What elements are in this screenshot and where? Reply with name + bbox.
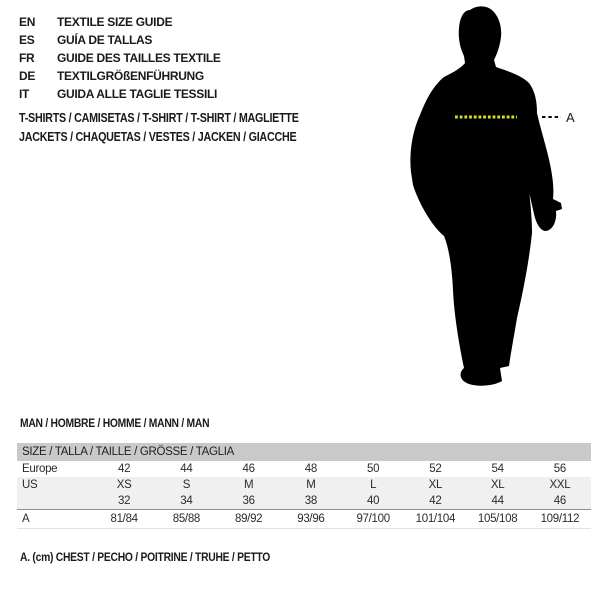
language-code: FR [19,51,35,65]
language-code: ES [19,33,35,47]
size-cell: 54 [491,463,504,475]
size-cell: L [370,479,377,491]
size-cell: 40 [367,495,380,507]
footnote-text: A. (cm) CHEST / PECHO / POITRINE / TRUHE / PETTO [20,550,271,564]
size-cell: S [182,479,191,491]
size-cell: 81/84 [110,513,138,525]
size-cell: M [306,479,316,491]
size-cell: 36 [242,495,255,507]
size-cell: 105/108 [477,513,518,525]
size-cell: 48 [304,463,317,475]
size-cell: 46 [242,463,255,475]
size-table [17,443,591,529]
size-cell: 46 [553,495,566,507]
size-cell: 93/96 [297,513,325,525]
table-row-europe [17,461,591,477]
size-cell: 109/112 [540,513,580,525]
category-line-tshirts [19,109,344,128]
language-row-fr [19,49,221,67]
size-cell: 32 [118,495,131,507]
size-cell: 44 [180,463,193,475]
size-cell: 34 [180,495,193,507]
language-row-es [19,31,221,49]
language-title: GUÍA DE TALLAS [57,33,153,47]
size-cell: XS [116,479,132,491]
table-row-chest-a [17,510,591,529]
size-table-header-row [17,443,591,461]
language-title: GUIDE DES TAILLES TEXTILE [57,51,221,65]
size-table-header: SIZE / TALLA / TAILLE / GRÖSSE / TAGLIA [17,443,591,461]
size-cell: XL [490,479,505,491]
table-row-numeric [17,493,591,510]
row-label [17,493,93,510]
size-cell: 52 [429,463,442,475]
row-label: Europe [22,463,58,475]
size-cell: XL [428,479,443,491]
language-row-de [19,67,221,85]
size-cell: 50 [367,463,380,475]
category-text: T-SHIRTS / CAMISETAS / T-SHIRT / T-SHIRT / MAGLIETTE [19,111,299,125]
size-cell: 38 [304,495,317,507]
size-cell: 42 [429,495,442,507]
size-cell: XXL [549,479,571,491]
category-text: JACKETS / CHAQUETAS / VESTES / JACKEN / GIACCHE [19,130,297,144]
size-cell: M [243,479,254,491]
row-label: US [22,479,38,491]
language-code: EN [19,15,36,29]
section-title-text: MAN / HOMBRE / HOMME / MANN / MAN [20,416,210,430]
size-cell: 101/104 [415,513,456,525]
language-code: DE [19,69,36,83]
language-title: TEXTILGRÖßENFÜHRUNG [57,69,204,83]
size-cell: 42 [118,463,131,475]
category-line-jackets [19,128,344,147]
language-list [19,13,221,103]
size-cell: 97/100 [356,513,390,525]
language-row-it [19,85,221,103]
section-title [20,416,240,430]
measure-label-a: A [566,110,575,125]
footnote [20,550,311,564]
man-body-shape [410,6,562,385]
size-cell: 85/88 [172,513,201,525]
language-title: TEXTILE SIZE GUIDE [57,15,173,29]
size-cell: 44 [491,495,504,507]
size-cell: 89/92 [234,513,263,525]
table-row-us [17,477,591,493]
language-title: GUIDA ALLE TAGLIE TESSILI [57,87,218,101]
man-silhouette-figure [398,0,600,400]
size-cell: 56 [553,463,566,475]
row-label: A [22,513,30,525]
language-code: IT [19,87,30,101]
language-row-en [19,13,221,31]
category-list [19,109,344,147]
